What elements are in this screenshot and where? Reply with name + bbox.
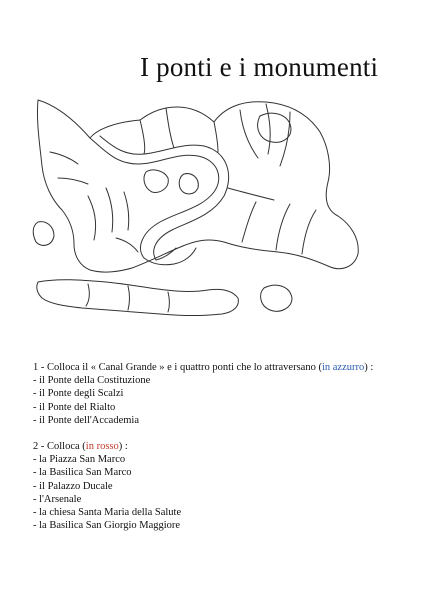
canal-island-2 [179, 174, 198, 194]
list-item: - la chiesa Santa Maria della Salute [33, 507, 182, 519]
list-item: - l'Arsenale [33, 493, 82, 505]
list-item: - la Basilica San Giorgio Maggiore [33, 520, 181, 532]
page-title: I ponti e i monumenti [140, 52, 379, 82]
western-island [33, 222, 54, 246]
list-item: - la Piazza San Marco [33, 454, 126, 466]
giudecca-island [37, 280, 239, 316]
list-item: - la Basilica San Marco [33, 467, 132, 479]
list-item: - il Ponte del Rialto [33, 401, 116, 413]
san-giorgio-island [261, 285, 292, 311]
list-item: - il Ponte della Costituzione [33, 375, 151, 387]
list-item: - il Ponte dell'Accademia [33, 414, 139, 426]
section-1-heading: 1 - Colloca il « Canal Grande » e i quattro ponti che lo attraversano (in azzurro) : [33, 362, 374, 373]
list-item: - il Palazzo Ducale [33, 480, 113, 492]
section-2-heading: 2 - Colloca (in rosso) : [33, 441, 128, 453]
highlight-red: in rosso [85, 441, 119, 453]
highlight-blue: in azzurro [321, 362, 365, 373]
canal-island-1 [144, 170, 168, 192]
section-spacer [33, 427, 423, 440]
instructions-block [33, 361, 423, 532]
list-item: - il Ponte degli Scalzi [33, 388, 124, 400]
venice-map-outline [28, 92, 398, 332]
san-michele-island [258, 113, 291, 142]
